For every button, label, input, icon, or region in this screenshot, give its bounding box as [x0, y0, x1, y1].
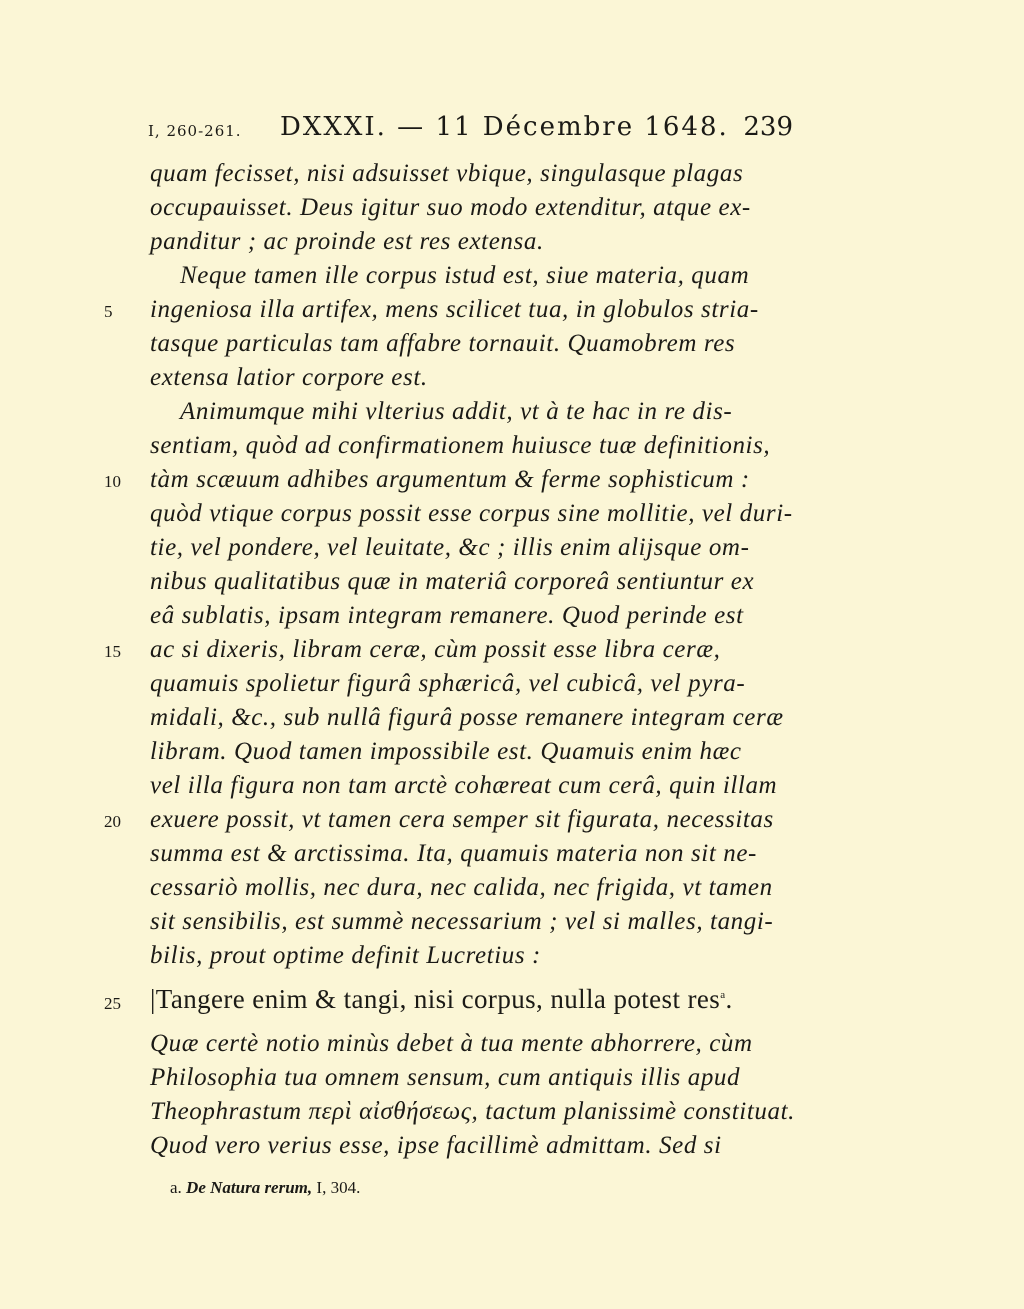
text-line: sentiam, quòd ad confirmationem huiusce tuæ definitionis,: [150, 432, 771, 459]
header-title: DXXXI. — 11 Décembre 1648.: [280, 112, 729, 142]
text-line: vel illa figura non tam arctè cohæreat cum cerâ, quin illam: [150, 772, 778, 799]
text-line: nibus qualitatibus quæ in materiâ corporeâ sentiuntur ex: [150, 568, 755, 595]
text-line: libram. Quod tamen impossibile est. Quamuis enim hæc: [150, 738, 742, 765]
text-line: quam fecisset, nisi adsuisset vbique, singulasque plagas: [150, 160, 744, 187]
text-line: bilis, prout optime definit Lucretius :: [150, 942, 541, 969]
header-reference: I, 260-261.: [148, 122, 242, 140]
line-number: 5: [104, 302, 113, 321]
text-line: Animumque mihi vlterius addit, vt à te hac in re dis-: [180, 398, 733, 425]
text-line: midali, &c., sub nullâ figurâ posse remanere integram ceræ: [150, 704, 784, 731]
line-number: 25: [104, 994, 121, 1013]
lucretius-quote: [150, 984, 790, 1020]
text-line: extensa latior corpore est.: [150, 364, 428, 391]
quote-text: |Tangere enim & tangi, nisi corpus, nulla potest res: [150, 984, 721, 1014]
text-line: cessariò mollis, nec dura, nec calida, nec frigida, vt tamen: [150, 874, 773, 901]
line-number: 10: [104, 472, 121, 491]
text-line: summa est & arctissima. Ita, quamuis materia non sit ne-: [150, 840, 757, 867]
footnote-title: De Natura rerum,: [186, 1178, 313, 1197]
text-line: quamuis spolietur figurâ sphæricâ, vel cubicâ, vel pyra-: [150, 670, 746, 697]
text-line: Quod vero verius esse, ipse facillimè admittam. Sed si: [150, 1132, 722, 1159]
text-line: eâ sublatis, ipsam integram remanere. Quod perinde est: [150, 602, 744, 629]
running-header: [148, 112, 793, 152]
text-line: Neque tamen ille corpus istud est, siue materia, quam: [180, 262, 750, 289]
footnote-ref: I, 304.: [316, 1178, 361, 1197]
text-line: Theophrastum περὶ αἰσθήσεως, tactum planissimè constituat.: [150, 1098, 795, 1125]
line-number: 20: [104, 812, 121, 831]
text-line: quòd vtique corpus possit esse corpus sine mollitie, vel duri-: [150, 500, 793, 527]
quote-end: .: [725, 984, 733, 1014]
text-line: tie, vel pondere, vel leuitate, &c ; illis enim alijsque om-: [150, 534, 750, 561]
text-line: tasque particulas tam affabre tornauit. Quamobrem res: [150, 330, 736, 357]
text-line: panditur ; ac proinde est res extensa.: [150, 228, 544, 255]
text-line: exuere possit, vt tamen cera semper sit figurata, necessitas: [150, 806, 774, 833]
text-line: ingeniosa illa artifex, mens scilicet tua, in globulos stria-: [150, 296, 759, 323]
footnote-mark: a.: [170, 1178, 182, 1197]
text-line: tàm scæuum adhibes argumentum & ferme sophisticum :: [150, 466, 750, 493]
text-line: Quæ certè notio minùs debet à tua mente abhorrere, cùm: [150, 1030, 753, 1057]
line-number: 15: [104, 642, 121, 661]
text-line: Philosophia tua omnem sensum, cum antiquis illis apud: [150, 1064, 741, 1091]
text-line: ac si dixeris, libram ceræ, cùm possit esse libra ceræ,: [150, 636, 721, 663]
text-line: sit sensibilis, est summè necessarium ; vel si malles, tangi-: [150, 908, 774, 935]
text-line: occupauisset. Deus igitur suo modo extenditur, atque ex-: [150, 194, 751, 221]
footnote-marker: a: [720, 989, 726, 1001]
footnote: [170, 1178, 360, 1198]
page-number: 239: [743, 112, 793, 142]
